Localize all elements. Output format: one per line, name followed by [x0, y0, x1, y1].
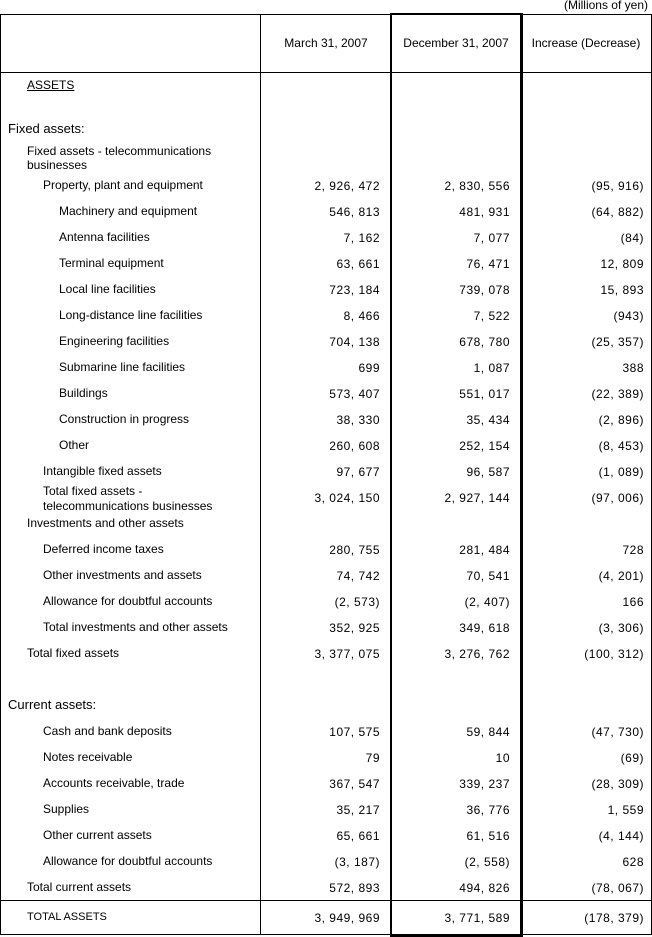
row-label: Other: [59, 438, 90, 452]
value-march: 704, 138: [329, 335, 380, 349]
value-change: (4, 201): [598, 569, 644, 583]
row-label: Allowance for doubtful accounts: [43, 854, 213, 868]
row-label: Long-distance line facilities: [59, 308, 203, 322]
value-december: 59, 844: [466, 725, 510, 739]
row-label: Notes receivable: [43, 750, 133, 764]
value-december: 2, 927, 144: [444, 491, 510, 505]
value-december: 252, 154: [459, 439, 510, 453]
value-change: (8, 453): [598, 439, 644, 453]
value-december: 61, 516: [466, 829, 510, 843]
value-december: 36, 776: [466, 803, 510, 817]
row-label: Supplies: [43, 802, 90, 816]
row-label: Intangible fixed assets: [43, 464, 162, 478]
row-label: Submarine line facilities: [59, 360, 186, 374]
row-label-line2: telecommunications businesses: [43, 499, 213, 513]
value-december: 349, 618: [459, 621, 510, 635]
value-march: 63, 661: [336, 257, 380, 271]
value-change: 166: [622, 595, 644, 609]
row-label: Total investments and other assets: [43, 620, 228, 634]
row-label: Cash and bank deposits: [43, 724, 172, 738]
row-label: Terminal equipment: [59, 256, 164, 270]
value-change: (1, 089): [598, 465, 644, 479]
value-march: 3, 949, 969: [314, 911, 380, 925]
value-december: 2, 830, 556: [444, 179, 510, 193]
current-assets-heading: Current assets:: [8, 697, 97, 712]
row-label: Construction in progress: [59, 412, 190, 426]
value-december: 678, 780: [459, 335, 510, 349]
row-label: Total fixed assets: [27, 646, 120, 660]
value-change: 12, 809: [600, 257, 644, 271]
value-march: 3, 024, 150: [314, 491, 380, 505]
value-march: 352, 925: [329, 621, 380, 635]
value-change: 728: [622, 543, 644, 557]
value-march: 35, 217: [336, 803, 380, 817]
value-march: 367, 547: [329, 777, 380, 791]
value-march: 7, 162: [343, 231, 380, 245]
value-change: 15, 893: [600, 283, 644, 297]
value-change: (28, 309): [591, 777, 644, 791]
row-label: Machinery and equipment: [59, 204, 198, 218]
value-march: 8, 466: [343, 309, 380, 323]
value-change: (84): [620, 231, 644, 245]
value-change: 628: [622, 855, 644, 869]
value-change: (97, 006): [591, 491, 644, 505]
value-december: 96, 587: [466, 465, 510, 479]
value-march: 79: [365, 751, 380, 765]
value-change: (22, 389): [591, 387, 644, 401]
row-label: Local line facilities: [59, 282, 156, 296]
value-march: 2, 926, 472: [314, 179, 380, 193]
value-change: (95, 916): [591, 179, 644, 193]
row-label: Deferred income taxes: [43, 542, 164, 556]
column-header-march-2007: March 31, 2007: [284, 36, 368, 50]
value-change: (64, 882): [591, 205, 644, 219]
value-december: 10: [495, 751, 510, 765]
value-change: (4, 144): [598, 829, 644, 843]
value-december: 339, 237: [459, 777, 510, 791]
row-label: TOTAL ASSETS: [27, 911, 107, 923]
row-label: Property, plant and equipment: [43, 178, 203, 192]
row-label: Allowance for doubtful accounts: [43, 594, 213, 608]
units-note: (Millions of yen): [563, 0, 648, 12]
value-change: (47, 730): [591, 725, 644, 739]
value-change: (2, 896): [598, 413, 644, 427]
value-december: (2, 558): [464, 855, 510, 869]
row-label: Other current assets: [43, 828, 152, 842]
value-march: (3, 187): [334, 855, 380, 869]
value-march: 573, 407: [329, 387, 380, 401]
value-march: 38, 330: [336, 413, 380, 427]
value-december: 70, 541: [466, 569, 510, 583]
value-december: 3, 276, 762: [444, 647, 510, 661]
row-label-line1: Total fixed assets -: [43, 484, 143, 498]
column-header-december-2007: December 31, 2007: [403, 36, 509, 50]
value-december: 3, 771, 589: [444, 911, 510, 925]
value-december: (2, 407): [464, 595, 510, 609]
value-march: 546, 813: [329, 205, 380, 219]
value-march: 97, 677: [336, 465, 380, 479]
value-change: 1, 559: [607, 803, 644, 817]
column-header-increase-decrease: Increase (Decrease): [531, 36, 641, 50]
row-label: Engineering facilities: [59, 334, 170, 348]
value-march: 107, 575: [329, 725, 380, 739]
value-change: (3, 306): [598, 621, 644, 635]
value-change: (69): [620, 751, 644, 765]
value-december: 7, 522: [473, 309, 510, 323]
value-march: 260, 608: [329, 439, 380, 453]
header-separator: [0, 72, 652, 73]
value-march: 723, 184: [329, 283, 380, 297]
fixed-assets-heading: Fixed assets:: [8, 121, 85, 136]
value-march: 280, 755: [329, 543, 380, 557]
assets-heading: ASSETS: [27, 78, 75, 92]
value-december: 7, 077: [473, 231, 510, 245]
value-change: (100, 312): [584, 647, 644, 661]
value-change: (178, 379): [584, 911, 644, 925]
value-december: 494, 826: [459, 881, 510, 895]
value-change: 388: [622, 361, 644, 375]
telecom-heading-line2: businesses: [27, 158, 88, 172]
row-label: Total current assets: [27, 880, 132, 894]
value-march: 699: [358, 361, 380, 375]
value-december: 481, 931: [459, 205, 510, 219]
value-december: 739, 078: [459, 283, 510, 297]
row-label: Antenna facilities: [59, 230, 150, 244]
row-label: Buildings: [59, 386, 108, 400]
value-march: 65, 661: [336, 829, 380, 843]
value-december: 76, 471: [466, 257, 510, 271]
investments-heading: Investments and other assets: [27, 516, 184, 530]
value-december: 281, 484: [459, 543, 510, 557]
value-march: (2, 573): [334, 595, 380, 609]
telecom-heading-line1: Fixed assets - telecommunications: [27, 144, 212, 158]
total-separator: [0, 900, 652, 901]
value-change: (25, 357): [591, 335, 644, 349]
value-december: 1, 087: [473, 361, 510, 375]
value-december: 35, 434: [466, 413, 510, 427]
value-march: 3, 377, 075: [314, 647, 380, 661]
value-march: 572, 893: [329, 881, 380, 895]
column-divider: [260, 14, 261, 934]
value-december: 551, 017: [459, 387, 510, 401]
value-march: 74, 742: [336, 569, 380, 583]
row-label: Accounts receivable, trade: [43, 776, 185, 790]
row-label: Other investments and assets: [43, 568, 202, 582]
value-change: (943): [613, 309, 644, 323]
value-change: (78, 067): [591, 881, 644, 895]
